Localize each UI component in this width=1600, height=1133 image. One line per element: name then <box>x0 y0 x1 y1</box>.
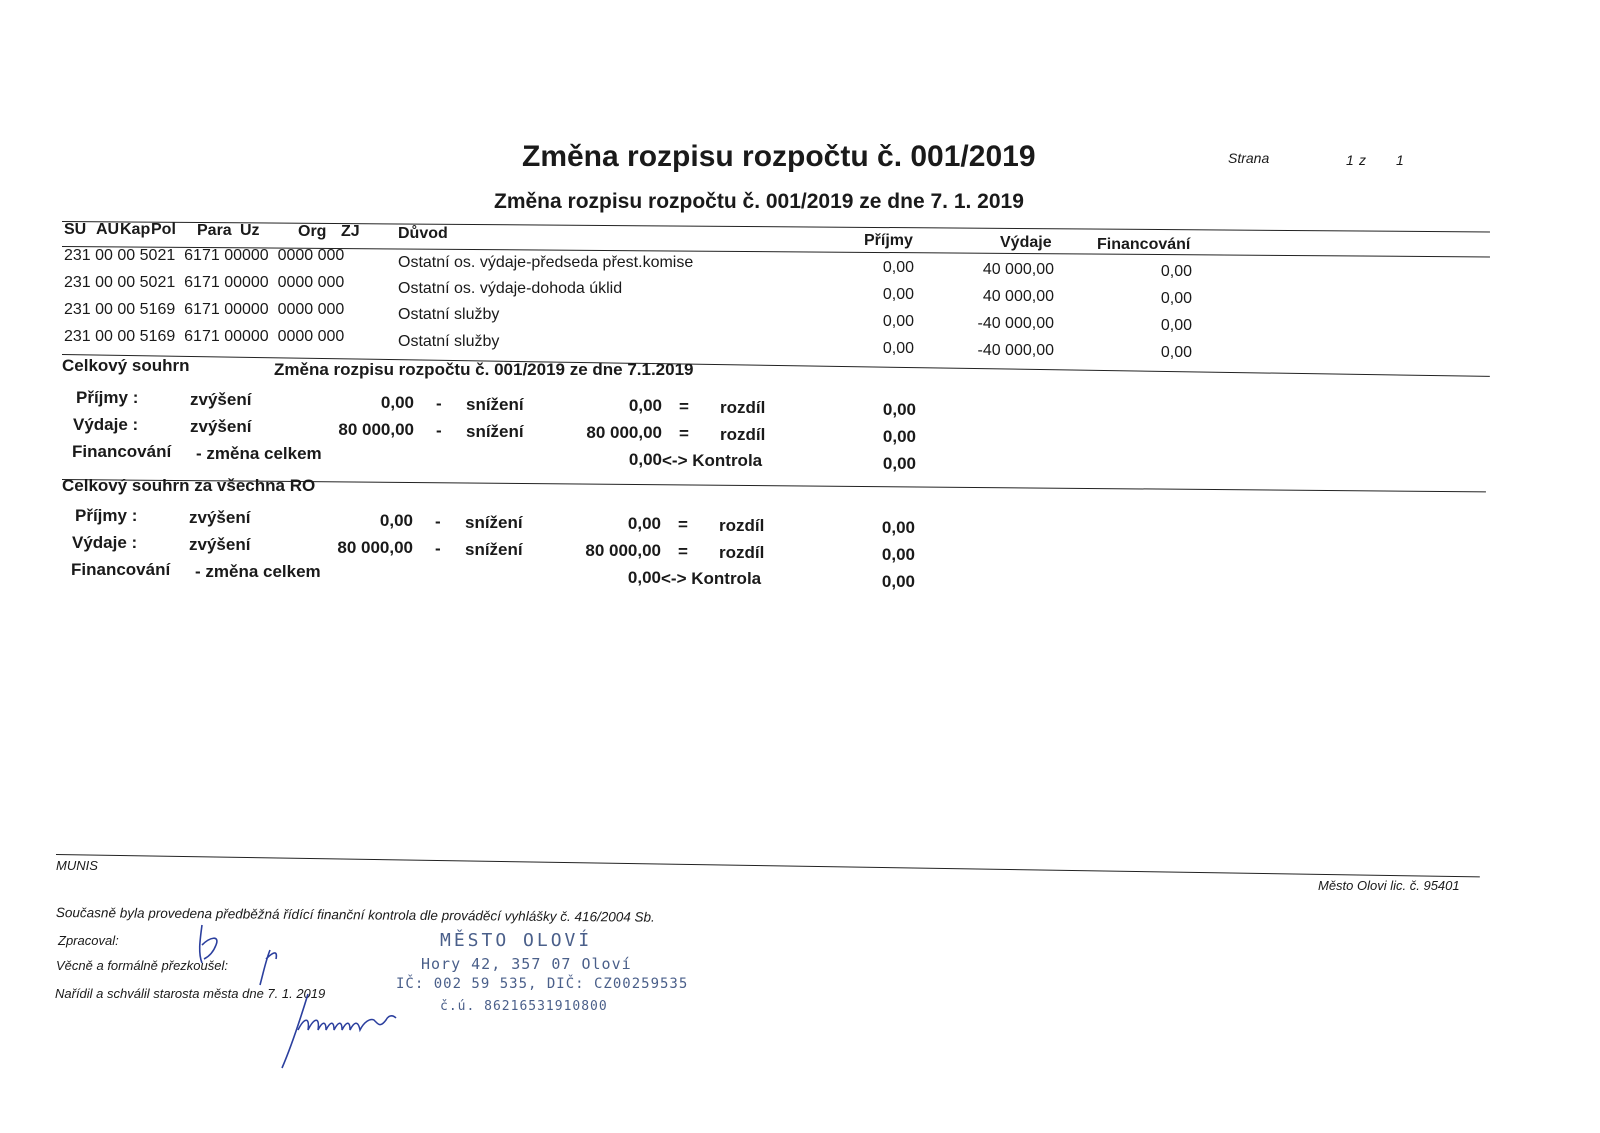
col-para: Para <box>197 222 232 239</box>
col-au: AU <box>96 221 120 238</box>
summary-row-label: Financování <box>71 560 171 579</box>
kontrola-label: <-> Kontrola <box>661 569 762 588</box>
zmena-label: - změna celkem <box>196 444 322 463</box>
stamp-line-2: Hory 42, 357 07 Oloví <box>421 955 632 973</box>
zvyseni-value: 0,00 <box>379 511 413 530</box>
minus-sign: - <box>436 421 442 440</box>
summary1-label: Celkový souhrn <box>62 356 190 375</box>
cell-codes: 231 00 00 5169 6171 00000 0000 000 <box>64 328 345 345</box>
cell-codes: 231 00 00 5021 6171 00000 0000 000 <box>64 247 345 264</box>
rozdil-value: 0,00 <box>881 545 915 564</box>
stamp-line-3: IČ: 002 59 535, DIČ: CZ00259535 <box>396 976 689 992</box>
page-label: Strana <box>1228 150 1270 166</box>
page-current: 1 <box>1346 152 1354 168</box>
cell-vydaje: 40 000,00 <box>982 288 1054 305</box>
kontrola-value: 0,00 <box>882 454 916 473</box>
prezkousel-label: Věcně a formálně přezkoušel: <box>56 958 228 973</box>
snizeni-label: snížení <box>465 513 523 532</box>
zvyseni-label: zvýšení <box>190 390 252 409</box>
summary-row-label: Příjmy : <box>76 388 139 407</box>
cell-codes: 231 00 00 5169 6171 00000 0000 000 <box>64 301 345 318</box>
snizeni-label: snížení <box>466 395 524 414</box>
cell-duvod: Ostatní os. výdaje-dohoda úklid <box>398 280 623 297</box>
equals-sign: = <box>678 515 688 534</box>
rozdil-value: 0,00 <box>882 400 916 419</box>
software-label: MUNIS <box>56 858 98 873</box>
page-subtitle: Změna rozpisu rozpočtu č. 001/2019 ze dne 7. 1. 2019 <box>494 190 1024 213</box>
financovani-value: 0,00 <box>628 450 662 469</box>
cell-duvod: Ostatní služby <box>398 333 500 350</box>
page-of: z <box>1359 152 1366 168</box>
zpracoval-label: Zpracoval: <box>58 933 119 948</box>
cell-prijmy: 0,00 <box>882 259 914 276</box>
col-pol: Pol <box>151 221 176 238</box>
cell-financovani: 0,00 <box>1160 344 1192 361</box>
cell-financovani: 0,00 <box>1160 263 1192 280</box>
zvyseni-label: zvýšení <box>189 508 251 527</box>
minus-sign: - <box>435 512 441 531</box>
col-kap: Kap <box>120 221 151 238</box>
summary-row-label: Výdaje : <box>72 533 138 552</box>
schvalil-label: Nařídil a schválil starosta města dne 7. 1. 2019 <box>55 986 326 1001</box>
signature-starosta <box>270 990 410 1075</box>
col-zj: ZJ <box>341 223 360 240</box>
cell-prijmy: 0,00 <box>882 313 914 330</box>
page-total: 1 <box>1396 152 1404 168</box>
financovani-value: 0,00 <box>627 568 661 587</box>
summary-row-label: Výdaje : <box>73 415 139 434</box>
summary1-title: Změna rozpisu rozpočtu č. 001/2019 ze dne 7.1.2019 <box>274 360 694 379</box>
summary2-label: Celkový souhrn za všechna RO <box>62 476 316 495</box>
summary-row-label: Financování <box>72 442 172 461</box>
rozdil-value: 0,00 <box>881 518 915 537</box>
zmena-label: - změna celkem <box>195 562 321 581</box>
zvyseni-label: zvýšení <box>189 535 251 554</box>
cell-duvod: Ostatní služby <box>398 306 500 323</box>
page-title: Změna rozpisu rozpočtu č. 001/2019 <box>522 140 1036 173</box>
control-note: Současně byla provedena předběžná řídící finanční kontrola dle prováděcí vyhlášky č. 416/2004 Sb. <box>55 905 655 925</box>
rozdil-label: rozdíl <box>719 516 765 535</box>
summary-row-label: Příjmy : <box>75 506 138 525</box>
snizeni-value: 0,00 <box>627 514 661 533</box>
snizeni-value: 80 000,00 <box>585 541 661 560</box>
cell-prijmy: 0,00 <box>882 286 914 303</box>
equals-sign: = <box>679 397 689 416</box>
rozdil-label: rozdíl <box>720 398 766 417</box>
cell-vydaje: -40 000,00 <box>977 342 1054 359</box>
zvyseni-value: 0,00 <box>380 393 414 412</box>
header-top-rule <box>62 221 1490 232</box>
stamp-line-4: č.ú. 86216531910800 <box>440 999 608 1014</box>
col-duvod: Důvod <box>398 225 448 242</box>
snizeni-label: snížení <box>466 422 524 441</box>
zvyseni-value: 80 000,00 <box>338 420 414 439</box>
rozdil-value: 0,00 <box>882 427 916 446</box>
equals-sign: = <box>678 542 688 561</box>
licence-label: Město Olovi lic. č. 95401 <box>1318 878 1460 893</box>
signature-initials <box>180 915 300 995</box>
snizeni-value: 80 000,00 <box>586 423 662 442</box>
col-prijmy: Příjmy <box>864 232 913 249</box>
zvyseni-value: 80 000,00 <box>337 538 413 557</box>
zvyseni-label: zvýšení <box>190 417 252 436</box>
col-org: Org <box>298 223 327 240</box>
col-su: SU <box>64 221 87 238</box>
col-vydaje: Výdaje <box>1000 234 1052 251</box>
cell-prijmy: 0,00 <box>882 340 914 357</box>
cell-vydaje: -40 000,00 <box>977 315 1054 332</box>
col-financovani: Financování <box>1097 236 1191 253</box>
snizeni-label: snížení <box>465 540 523 559</box>
minus-sign: - <box>436 394 442 413</box>
stamp-line-1: MĚSTO OLOVÍ <box>440 930 593 951</box>
kontrola-value: 0,00 <box>881 572 915 591</box>
footer-rule <box>56 854 1480 877</box>
minus-sign: - <box>435 539 441 558</box>
rozdil-label: rozdíl <box>719 543 765 562</box>
cell-duvod: Ostatní os. výdaje-předseda přest.komise <box>398 254 694 271</box>
cell-financovani: 0,00 <box>1160 290 1192 307</box>
kontrola-label: <-> Kontrola <box>662 451 763 470</box>
equals-sign: = <box>679 424 689 443</box>
col-uz: Uz <box>240 222 260 239</box>
snizeni-value: 0,00 <box>628 396 662 415</box>
cell-codes: 231 00 00 5021 6171 00000 0000 000 <box>64 274 345 291</box>
cell-vydaje: 40 000,00 <box>982 261 1054 278</box>
cell-financovani: 0,00 <box>1160 317 1192 334</box>
rozdil-label: rozdíl <box>720 425 766 444</box>
